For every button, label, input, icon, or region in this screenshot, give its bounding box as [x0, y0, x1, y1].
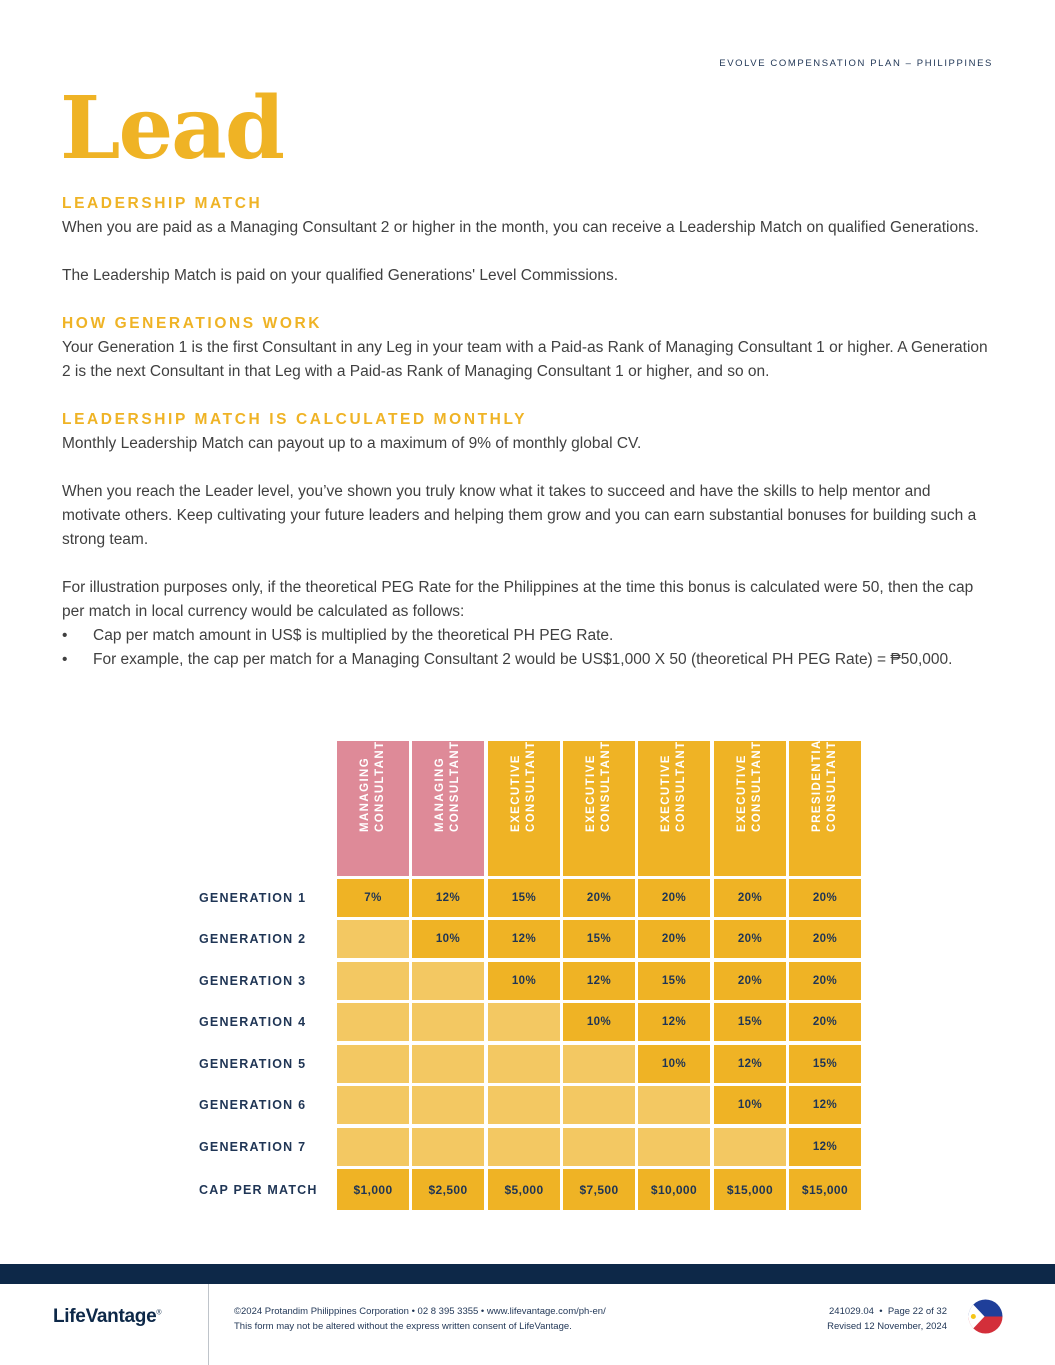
paragraph: For illustration purposes only, if the theoretical PEG Rate for the Philippines at the time this bonus is calculated were 50, then the cap per match in local currency would be calculated as follows: — [62, 579, 974, 620]
bullet-item: • Cap per match amount in US$ is multiplied by the theoretical PH PEG Rate. — [62, 624, 992, 648]
row-label: GENERATION 6 — [199, 1098, 307, 1112]
row-label: GENERATION 4 — [199, 1015, 307, 1029]
paragraph: When you reach the Leader level, you’ve shown you truly know what it takes to succeed and have the skills to help mentor and motivate others. Keep cultivating your future leaders and helping them grow and you can earn substantial bonuses for building such a strong team. — [62, 483, 977, 548]
column-header-label: EXECUTIVE CONSULTANT 1 — [510, 728, 537, 832]
table-cell: 15% — [563, 920, 635, 958]
table-cell: 20% — [789, 920, 861, 958]
table-cell — [563, 1086, 635, 1124]
column-header — [789, 730, 861, 876]
cap-cell: $5,000 — [488, 1169, 560, 1210]
row-label: GENERATION 1 — [199, 891, 307, 905]
table-cell — [412, 962, 484, 1000]
cap-cell: $7,500 — [563, 1169, 635, 1210]
body-content — [62, 192, 992, 672]
column-header-label: EXECUTIVE CONSULTANT 2 — [585, 728, 612, 832]
paragraph: Monthly Leadership Match can payout up to a maximum of 9% of monthly global CV. — [62, 435, 642, 452]
philippines-flag-icon — [968, 1299, 1003, 1334]
cap-cell: $15,000 — [789, 1169, 861, 1210]
column-header-label: MANAGING CONSULTANT 2 — [359, 728, 386, 832]
row-label-cap-per-match: CAP PER MATCH — [199, 1183, 318, 1197]
table-cell — [488, 1003, 560, 1041]
revised-date: Revised 12 November, 2024 — [827, 1321, 947, 1332]
paragraph: When you are paid as a Managing Consultant 2 or higher in the month, you can receive a Leadership Match on qualified Generations. — [62, 219, 979, 236]
table-cell — [714, 1128, 786, 1166]
cap-cell: $1,000 — [337, 1169, 409, 1210]
footer-page-info: 241029.04 • Page 22 of 32 Revised 12 November, 2024 — [827, 1306, 947, 1332]
row-label: GENERATION 7 — [199, 1140, 307, 1154]
doc-code: 241029.04 — [829, 1306, 874, 1317]
column-header — [337, 728, 409, 876]
table-cell: 15% — [488, 879, 560, 917]
table-cell: 15% — [789, 1045, 861, 1083]
table-cell — [563, 1128, 635, 1166]
column-header-label: EXECUTIVE CONSULTANT 4 — [736, 728, 763, 832]
page-title: Lead — [60, 78, 284, 179]
column-header — [714, 728, 786, 876]
column-header — [563, 728, 635, 876]
column-header — [638, 728, 710, 876]
table-cell — [337, 920, 409, 958]
table-cell — [412, 1003, 484, 1041]
table-cell: 7% — [337, 879, 409, 917]
table-cell — [412, 1128, 484, 1166]
table-cell — [638, 1086, 710, 1124]
table-cell: 12% — [789, 1086, 861, 1124]
column-header-label: EXECUTIVE CONSULTANT 3 — [660, 728, 687, 832]
section-heading-calculated-monthly: LEADERSHIP MATCH IS CALCULATED MONTHLY — [62, 411, 528, 428]
table-cell — [337, 962, 409, 1000]
table-cell: 20% — [638, 920, 710, 958]
table-cell — [638, 1128, 710, 1166]
table-cell: 20% — [714, 962, 786, 1000]
paragraph: The Leadership Match is paid on your qualified Generations' Level Commissions. — [62, 267, 619, 284]
column-header-label: PRESIDENTIAL CONSULTANT — [811, 730, 838, 832]
bullet-list — [62, 624, 992, 672]
section-heading-leadership-match: LEADERSHIP MATCH — [62, 195, 263, 212]
table-cell: 20% — [638, 879, 710, 917]
table-cell: 12% — [638, 1003, 710, 1041]
table-cell: 20% — [714, 920, 786, 958]
footer-disclaimer: This form may not be altered without the express written consent of LifeVantage. — [234, 1321, 572, 1332]
table-cell — [488, 1045, 560, 1083]
table-cell: 12% — [563, 962, 635, 1000]
table-cell: 20% — [789, 879, 861, 917]
cap-cell: $15,000 — [714, 1169, 786, 1210]
lifevantage-logo: LifeVantage® — [53, 1306, 162, 1327]
table-cell — [488, 1086, 560, 1124]
footer-legal — [234, 1304, 606, 1334]
table-cell: 12% — [714, 1045, 786, 1083]
table-cell: 15% — [638, 962, 710, 1000]
table-cell — [488, 1128, 560, 1166]
footer-bar — [0, 1264, 1055, 1284]
table-cell: 10% — [563, 1003, 635, 1041]
table-cell — [337, 1128, 409, 1166]
footer-copyright: ©2024 Protandim Philippines Corporation • 02 8 395 3355 • www.lifevantage.com/ph-en/ — [234, 1306, 606, 1317]
table-cell: 12% — [488, 920, 560, 958]
section-heading-how-generations-work: HOW GENERATIONS WORK — [62, 315, 323, 332]
table-cell: 10% — [714, 1086, 786, 1124]
paragraph: Your Generation 1 is the first Consultant in any Leg in your team with a Paid-as Rank of Managing Consultant 1 or higher. A Generation 2 is the next Consultant in that Leg with a Paid-as Rank of Managing Consultant 1 or higher, and so on. — [62, 339, 988, 380]
table-cell — [563, 1045, 635, 1083]
cap-cell: $10,000 — [638, 1169, 710, 1210]
table-cell: 12% — [789, 1128, 861, 1166]
table-cell: 10% — [488, 962, 560, 1000]
table-cell — [337, 1045, 409, 1083]
row-label: GENERATION 5 — [199, 1057, 307, 1071]
footer-divider — [208, 1284, 209, 1365]
page-number: Page 22 of 32 — [887, 1306, 947, 1317]
table-cell — [337, 1003, 409, 1041]
table-cell — [412, 1086, 484, 1124]
column-header-label: MANAGING CONSULTANT 3 — [434, 728, 461, 832]
table-cell: 12% — [412, 879, 484, 917]
table-cell: 10% — [638, 1045, 710, 1083]
table-cell — [412, 1045, 484, 1083]
table-cell: 20% — [714, 879, 786, 917]
table-cell: 10% — [412, 920, 484, 958]
column-header — [488, 728, 560, 876]
cap-cell: $2,500 — [412, 1169, 484, 1210]
table-cell — [337, 1086, 409, 1124]
row-label: GENERATION 2 — [199, 932, 307, 946]
column-header — [412, 728, 484, 876]
document-header-tag: EVOLVE COMPENSATION PLAN – PHILIPPINES — [719, 58, 993, 69]
row-label: GENERATION 3 — [199, 974, 307, 988]
bullet-item: • For example, the cap per match for a Managing Consultant 2 would be US$1,000 X 50 (theoretical PH PEG Rate) = ₱50,000. — [62, 648, 992, 672]
table-cell: 20% — [563, 879, 635, 917]
table-cell: 20% — [789, 1003, 861, 1041]
table-cell: 15% — [714, 1003, 786, 1041]
table-cell: 20% — [789, 962, 861, 1000]
